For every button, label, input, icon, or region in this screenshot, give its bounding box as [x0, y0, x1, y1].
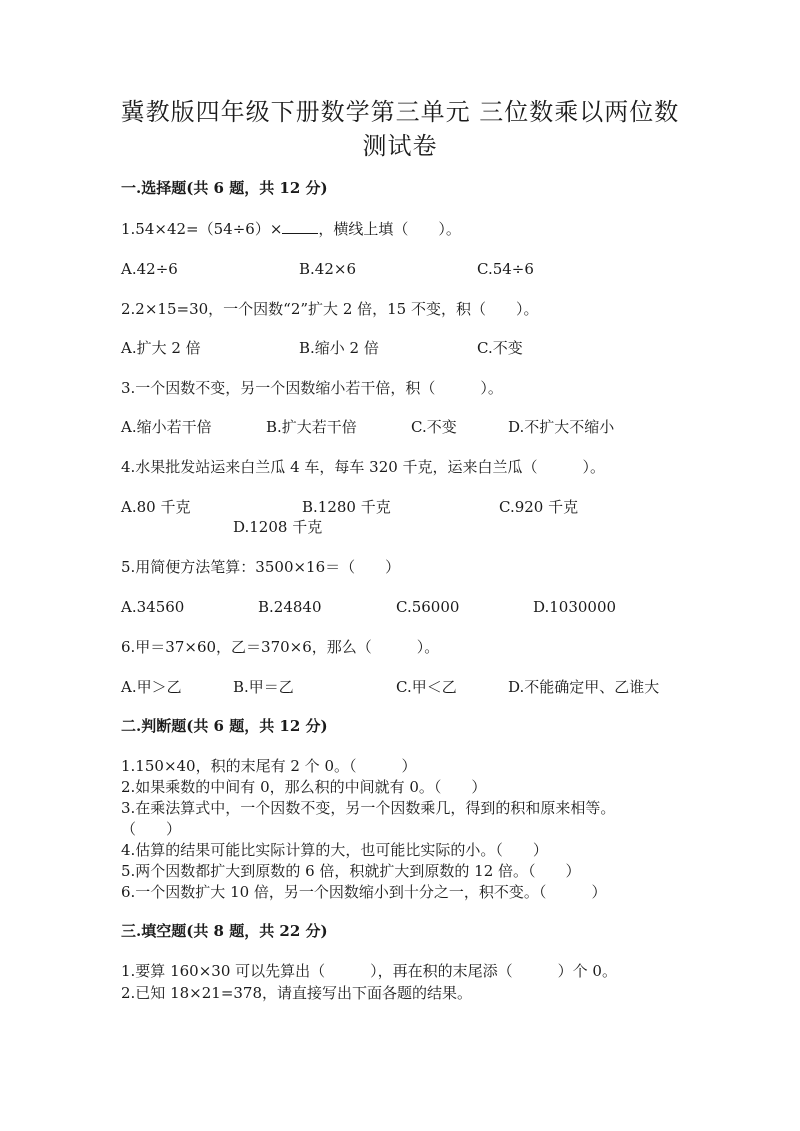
- judgment-item: 5.两个因数都扩大到原数的 6 倍，积就扩大到原数的 12 倍。（ ）: [121, 862, 581, 880]
- option: A.甲＞乙: [121, 678, 182, 696]
- option: B.24840: [258, 598, 322, 616]
- option: D.1030000: [533, 598, 617, 616]
- option: D.不能确定甲、乙谁大: [508, 678, 660, 696]
- option: D.1208 千克: [233, 518, 323, 536]
- option: B.1280 千克: [302, 498, 391, 516]
- question-stem: [121, 219, 461, 239]
- question-stem: 3.一个因数不变，另一个因数缩小若干倍，积（ ）。: [121, 379, 503, 397]
- question-stem: 4.水果批发站运来白兰瓜 4 车，每车 320 千克，运来白兰瓜（ ）。: [121, 458, 606, 476]
- option: C.56000: [396, 598, 460, 616]
- option: A.42÷6: [121, 260, 178, 278]
- option: A.扩大 2 倍: [121, 339, 201, 357]
- option: C.不变: [411, 418, 457, 436]
- option: B.缩小 2 倍: [299, 339, 379, 357]
- option: A.34560: [121, 598, 185, 616]
- question-stem: 6.甲＝37×60，乙＝370×6，那么（ ）。: [121, 638, 440, 656]
- fill-blank-item: 1.要算 160×30 可以先算出（ ），再在积的末尾添（ ）个 0。: [121, 962, 617, 980]
- option: B.42×6: [299, 260, 356, 278]
- answer-blank-line: [282, 219, 318, 234]
- judgment-item: 4.估算的结果可能比实际计算的大，也可能比实际的小。（ ）: [121, 841, 548, 859]
- section-heading-fill-blank: 三.填空题(共 8 题，共 22 分): [121, 922, 328, 940]
- judgment-item: 1.150×40，积的末尾有 2 个 0。（ ）: [121, 757, 417, 775]
- page-title: 冀教版四年级下册数学第三单元 三位数乘以两位数: [120, 98, 680, 126]
- option: C.54÷6: [477, 260, 534, 278]
- question-stem: 2.2×15=30，一个因数“2”扩大 2 倍，15 不变，积（ ）。: [121, 300, 539, 318]
- fill-blank-item: 2.已知 18×21=378，请直接写出下面各题的结果。: [121, 984, 473, 1002]
- judgment-item: 2.如果乘数的中间有 0，那么积的中间就有 0。（ ）: [121, 778, 487, 796]
- option: A.缩小若干倍: [121, 418, 212, 436]
- judgment-item: 6.一个因数扩大 10 倍，另一个因数缩小到十分之一，积不变。（ ）: [121, 883, 607, 901]
- section-heading-judgment: 二.判断题(共 6 题，共 12 分): [121, 717, 328, 735]
- option: C.甲＜乙: [396, 678, 457, 696]
- judgment-item-continued: （ ）: [121, 820, 182, 838]
- option: A.80 千克: [121, 498, 191, 516]
- question-stem-part: 1.54×42=（54÷6）×: [121, 220, 283, 238]
- judgment-item: 3.在乘法算式中，一个因数不变，另一个因数乘几，得到的积和原来相等。: [121, 799, 616, 817]
- option: D.不扩大不缩小: [508, 418, 615, 436]
- question-stem-part: ，横线上填（ ）。: [318, 220, 461, 238]
- option: C.920 千克: [499, 498, 579, 516]
- option: C.不变: [477, 339, 523, 357]
- option: B.甲＝乙: [233, 678, 294, 696]
- section-heading-choice: 一.选择题(共 6 题，共 12 分): [121, 179, 328, 197]
- question-stem: 5.用简便方法笔算：3500×16＝（ ）: [121, 558, 401, 576]
- option: B.扩大若干倍: [266, 418, 357, 436]
- page-title-line2: 测试卷: [362, 132, 438, 160]
